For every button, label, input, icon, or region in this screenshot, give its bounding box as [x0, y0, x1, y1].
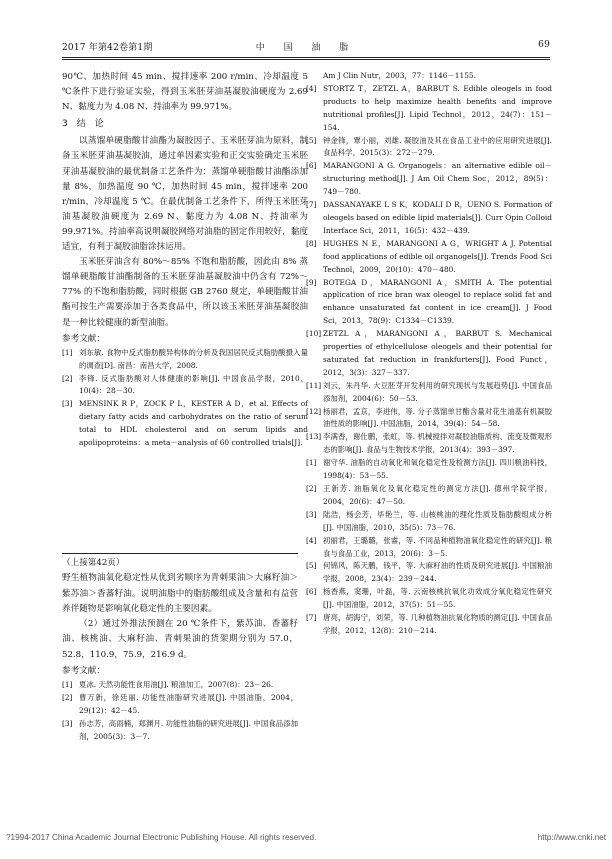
page-number: 69 [538, 40, 550, 50]
conclusion-paragraph-1: 以蒸馏单硬脂酸甘油酯为凝胶因子、玉米胚芽油为原料，制备玉米胚芽油基凝胶油，通过单因素实验和正交实验确定玉米胚芽油基凝胶油的最优制备工艺条件为：蒸馏单硬脂酸甘油酯添加量 8%，加热温度 90 ℃，加热时间 45 min，搅拌速率 200 r/min，冷却温度 5 ℃。在最优制备工艺条件下，所得玉米胚芽油基凝胶油硬度为 2.69 N、黏度力为 4.08 N、持油率为 99.971%。持油率高说明凝胶网络对油脂的固定作用较好，黏度适宜，有利于凝胶油脂涂抹运用。 [62, 136, 308, 253]
section-title-conclusion: 3 结 论 [62, 119, 104, 130]
continued-references-title: 参考文献： [62, 666, 105, 677]
continuation-paragraph: 90℃、加热时间 45 min、搅拌速率 200 r/min、冷却温度 5 ℃条件下进行验证实验，得到玉米胚芽油基凝胶油硬度为 2.69 N、黏度力为 4.08 N、持油率为 99.971%。 [62, 72, 308, 113]
reference-item [306, 83, 552, 135]
reference-text: 何锦风，陈天鹏，钱平，等. 大麻籽油的性质及研究进展[J]. 中国粮油学报，2008，23(4)：239－244. [323, 561, 552, 584]
reference-item [306, 135, 552, 161]
reference-text: 曹万新，徐廷丽. 功能性油脂研究进展[J]. 中国油脂，2004，29(12)：42－45. [79, 693, 298, 716]
reference-number: [7] [306, 200, 317, 210]
reference-item [62, 692, 298, 718]
article-divider [62, 553, 298, 554]
reference-text: 孙志芳，高雨楠，郑渊月. 功能性油脂的研究进展[J]. 中国食品添加剂，2005(3)：3－7. [79, 719, 298, 741]
continued-article-block [62, 556, 298, 744]
reference-item [306, 457, 552, 483]
reference-text: DASSANAYAKE L S K，KODALI D R，UENO S. Formation of oleogels based on edible lipid materials[J]. Curr Opin Colloid Interface Sci，2011，16(5)：432－439. [323, 200, 552, 235]
reference-text: 杨丽君，孟京，李进伟，等. 分子蒸馏单甘酯含量对花生油基有机凝胶油性质的影响[J]. 中国油脂，2014，39(4)：54－58. [323, 406, 552, 429]
reference-text: 夏冰. 天然功能性食用油[J]. 粮油加工，2007(8)：23－26. [79, 680, 274, 690]
reference-text: 王新芳. 油脂氧化及氧化稳定性的测定方法[J]. 德州学院学报，2004，20(6)：47－50. [323, 484, 552, 506]
reference-number: [2] [62, 373, 73, 383]
reference-item [306, 199, 552, 238]
reference-number: [11] [306, 380, 322, 390]
reference-number: [13] [306, 432, 322, 442]
reference-number: [3] [62, 719, 73, 729]
reference-number: [10] [306, 329, 322, 339]
reference-item [62, 718, 298, 744]
reference-number: [3] [62, 399, 73, 409]
reference-number: [6] [306, 161, 317, 171]
reference-list-right [306, 70, 552, 638]
reference-text: ZETZL A，MARANGONI A，BARBUT S. Mechanical properties of ethylcellulose oleogels and their potential for saturated fat reduction in frankfurters[J]. Food Funct，2012，3(3)：327－337. [323, 329, 552, 377]
reference-text: 刘东敏. 食物中反式脂肪酸异构体的分析及我国居民反式脂肪酸摄入量的调查[D]. 南昌：南昌大学，2008. [79, 347, 308, 370]
reference-text: 李满香，谢仕鹏，张虹，等. 机械搅拌对凝胶油脂质构、流变及微观形态的影响[J]. 食品与生物技术学报，2013(4)：393－397. [323, 432, 552, 455]
reference-text: MARANGONI A G. Organogels：an alternative edible oil－structuring method[J]. J Am Oil Chem Soc，2012，89(5)：749－780. [323, 161, 552, 197]
reference-number: [9] [306, 277, 317, 287]
reference-text: 钟金锋，覃小丽，刘雄. 凝胶油及其在食品工业中的应用研究进展[J]. 食品科学，2015(3)：272－279. [323, 135, 552, 158]
journal-issue: 2017 年第42卷第1期 [62, 43, 153, 53]
footer-url: http://www.cnki.net [537, 833, 606, 842]
reference-item [306, 509, 552, 535]
conclusion-paragraph-2: 玉米胚芽油含有 80%～85% 不饱和脂肪酸，因此由 8% 蒸馏单硬脂酸甘油酯制备的玉米胚芽油基凝胶油中仍含有 72%～77% 的不饱和脂肪酸，同时根据 GB 2760 规定，单硬脂酸甘油酯可按生产需要添加于各类食品中，所以该玉米胚芽油基凝胶油是一种比较健康的新型油脂。 [62, 257, 308, 328]
reference-item [306, 277, 552, 329]
reference-number: [1] [306, 458, 317, 468]
reference-number: [5] [306, 135, 317, 145]
reference-number: [2] [62, 693, 73, 703]
reference-text: 初丽君，王璐璐，张睿，等. 不同品种植物油氧化稳定性的研究[J]. 粮食与食品工业，2013，20(6)：3－5. [323, 535, 552, 558]
reference-number: [6] [306, 587, 317, 597]
reference-item [62, 398, 308, 450]
copyright-notice: ?1994-2017 China Academic Journal Electronic Publishing House. All rights reserved. [6, 833, 317, 842]
reference-text: STORTZ T，ZETZL A，BARBUT S. Edible oleogels in food products to help maximize health benefits and improve nutritional profiles[J]. Lipid Technol，2012，24(7)：151－154. [323, 83, 552, 132]
reference-text: BOTEGA D，MARANGONI A，SMITH A. The potential application of rice bran wax oleogel to replace solid fat and enhance unsaturated fat content in ice cream[J]. J Food Sci，2013，78(9)：C1334－C1339. [323, 277, 552, 326]
right-column [306, 70, 552, 638]
reference-text: 杨香燕，窦珊，叶磊，等. 云南核桃抗氧化功效成分氧化稳定性研究[J]. 中国油脂，2012，37(5)：51－55. [323, 587, 552, 610]
reference-item [306, 160, 552, 199]
reference-number: [12] [306, 406, 322, 416]
reference-list-continued [62, 679, 298, 744]
continued-paragraph-1: 野生植物油氧化稳定性从优到劣顺序为青刺果油＞大麻籽油＞紫苏油＞香蕃籽油。说明油脂中的脂肪酸组成及含量和有益营养伴随物是影响氧化稳定性的主要因素。 [62, 573, 298, 614]
reference-text: 刘云，朱丹华. 大豆胚芽开发利用的研究现状与发展趋势[J]. 中国食品添加剂，2004(6)：50－53. [323, 380, 552, 403]
continued-paragraph-2: （2）通过外推法预测在 20 ℃条件下，紫苏油、香蕃籽油、核桃油、大麻籽油、青刺果油的货架期分别为 57.0，52.8，110.9，75.9，216.9 d。 [62, 619, 298, 660]
reference-item [306, 560, 552, 586]
reference-item [62, 373, 308, 399]
reference-list-left [62, 347, 308, 450]
reference-item [306, 586, 552, 612]
reference-item [306, 238, 552, 277]
reference-item [306, 612, 552, 638]
reference-text: 谢守华. 油脂的自动氧化和氧化稳定性及检测方法[J]. 四川粮油科技，1998(4)：53－55. [323, 458, 552, 481]
reference-number: [5] [306, 561, 317, 571]
reference-item [306, 535, 552, 561]
reference-item [62, 679, 298, 692]
left-column [62, 70, 308, 450]
reference-text: 唐亮，胡海宁，刘荣，等. 几种植物油抗氧化物质的测定[J]. 中国食品学报，2012，12(8)：210－214. [323, 613, 552, 635]
reference-number: [1] [62, 680, 73, 690]
reference-number: [2] [306, 484, 317, 493]
reference-item [306, 483, 552, 509]
reference-number: [1] [62, 347, 73, 357]
reference-text: HUGHES N E，MARANGONI A G，WRIGHT A J. Potential food applications of edible oil organogels[J]. Trends Food Sci Technol，2009，20(10)：470－480. [323, 238, 552, 274]
reference-item [306, 328, 552, 380]
reference-text: 李锋. 反式脂肪酸对人体健康的影响[J]. 中国食品学报，2010，10(4)：28－30. [79, 373, 308, 396]
reference-text: Am J Clin Nutr，2003，77：1146－1155. [323, 71, 476, 80]
reference-item [306, 70, 552, 83]
reference-item [306, 406, 552, 432]
reference-number: [3] [306, 509, 317, 519]
reference-item [62, 347, 308, 373]
page-footer [6, 833, 606, 847]
reference-number: [8] [306, 238, 317, 248]
reference-text: MENSINK R P，ZOCK P L，KESTER A D，et al. Effects of dietary fatty acids and carbohydrates on the ratio of serum total to HDL cholesterol and on serum lipids and apolipoproteins：a meta－analysis of 60 controlled trials[J]. [79, 399, 308, 448]
header-rule [62, 57, 550, 60]
reference-number: [7] [306, 613, 317, 623]
references-title: 参考文献： [62, 333, 105, 344]
reference-number: [4] [306, 83, 317, 93]
reference-number: [4] [306, 535, 317, 545]
reference-text: 陆浩，杨会芳，毕艳兰，等. 山核桃油的理化性质及脂肪酸组成分析[J]. 中国油脂，2010，35(5)：73－76. [323, 509, 552, 532]
reference-item [306, 380, 552, 406]
running-header [62, 40, 550, 56]
journal-title: 中 国 油 脂 [255, 43, 357, 53]
continued-marker: （上接第42页） [62, 558, 125, 568]
reference-item [306, 431, 552, 457]
